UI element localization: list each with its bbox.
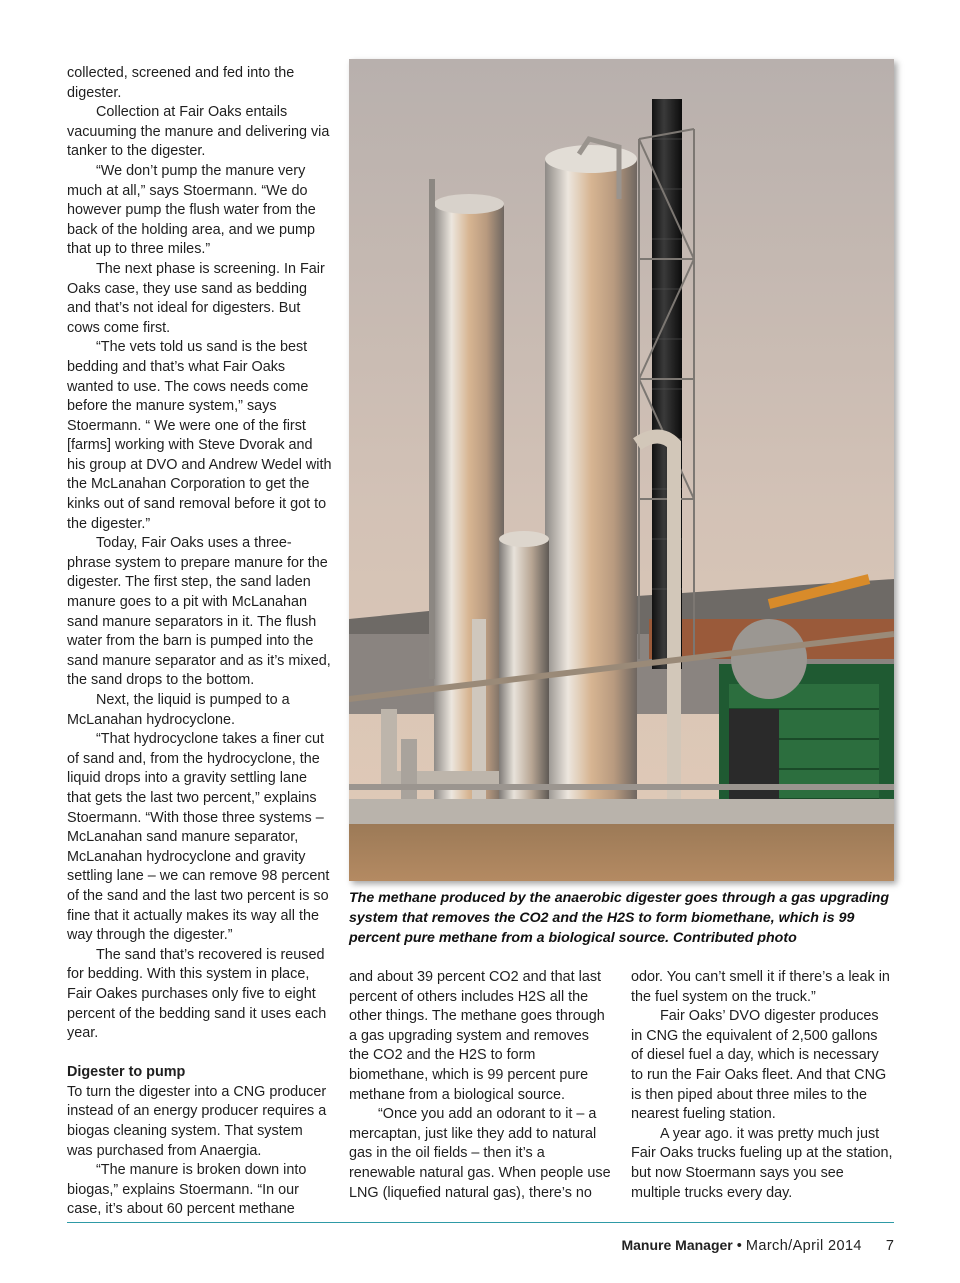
photo-caption: The methane produced by the anaerobic digester goes through a gas upgrading system that removes the CO2 and the H2S to form biomethane, which is 99 percent pure methane from a biological source. Contributed photo — [349, 890, 889, 946]
paragraph: “That hydrocyclone takes a finer cut of sand and, from the hydrocyclone, the liquid drops into a gravity settling lane that gets the last two percent,” explains Stoermann. “With those three systems – McLanahan sand manure separator, McLanahan hydrocyclone and gravity settling lane – we can remove 98 percent of the sand and the last two percent is so fine that it actually makes its way all the way through the digester.” — [67, 731, 330, 944]
paragraph: To turn the digester into a CNG producer instead of an energy producer requires a biogas cleaning system. That system was purchased from Anaergia. — [67, 1083, 327, 1159]
paragraph: The sand that’s recovered is reused for bedding. With this system in place, Fair Oakes purchases only five to eight percent of the bedding sand it uses each year. — [67, 946, 327, 1042]
article-column-3 — [631, 968, 893, 1203]
paragraph: “The vets told us sand is the best bedding and that’s what Fair Oaks wanted to use. The cows needs come before the manure system,” says Stoermann. “ We were one of the first [farms] working with Steve Dvorak and his group at DVO and Andrew Wedel with the McLanahan Corporation to get the kinks out of sand removal before it got to the digester.” — [67, 339, 332, 532]
page-footer — [621, 1236, 894, 1255]
paragraph: and about 39 percent CO2 and that last percent of others includes H2S all the other things. The methane goes through a gas upgrading system and removes the CO2 and the H2S to form biomethane, which is 99 percent pure methane from a biological source. — [349, 969, 605, 1103]
article-column-2 — [349, 968, 611, 1203]
paragraph: collected, screened and fed into the digester. — [67, 65, 295, 101]
article-column-1 — [67, 64, 332, 1220]
footer-rule — [67, 1222, 894, 1223]
paragraph: “We don’t pump the manure very much at all,” says Stoermann. “We do however pump the flush water from the back of the holding area, and we pump that up to three miles.” — [67, 162, 316, 258]
magazine-name: Manure Manager — [621, 1237, 733, 1253]
issue-date: March/April 2014 — [745, 1238, 862, 1254]
section-subhead: Digester to pump — [67, 1064, 186, 1081]
paragraph: Fair Oaks’ DVO digester produces in CNG the equivalent of 2,500 gallons of diesel fuel a day, which is necessary to run the Fair Oaks fleet. And that CNG is then piped about three miles to the nearest fueling station. — [631, 1008, 887, 1123]
footer-separator: • — [736, 1238, 742, 1254]
digester-photo — [349, 59, 894, 881]
paragraph: Today, Fair Oaks uses a three-phrase system to prepare manure for the digester. The first step, the sand laden manure goes to a pit with McLanahan sand manure separators in it. The flush water from the barn is pumped into the sand manure separator and as it’s mixed, the sand drops to the bottom. — [67, 535, 331, 689]
page-number: 7 — [885, 1238, 894, 1254]
paragraph: Next, the liquid is pumped to a McLanahan hydrocyclone. — [67, 692, 290, 728]
paragraph: Collection at Fair Oaks entails vacuuming the manure and delivering via tanker to the digester. — [67, 104, 330, 160]
paragraph: “The manure is broken down into biogas,” explains Stoermann. “In our case, it’s about 60 percent methane — [67, 1162, 307, 1218]
paragraph: The next phase is screening. In Fair Oaks case, they use sand as bedding and that’s not ideal for digesters. But cows come first. — [67, 260, 325, 336]
paragraph: “Once you add an odorant to it – a mercaptan, just like they add to natural gas in the oil fields – then it’s a renewable natural gas. When people use LNG (liquefied natural gas), there’s no — [349, 1106, 611, 1201]
paragraph: A year ago. it was pretty much just Fair Oaks trucks fueling up at the station, but now Stoermann says you see multiple trucks every day. — [631, 1125, 893, 1201]
paragraph: odor. You can’t smell it if there’s a leak in the fuel system on the truck.” — [631, 969, 890, 1005]
